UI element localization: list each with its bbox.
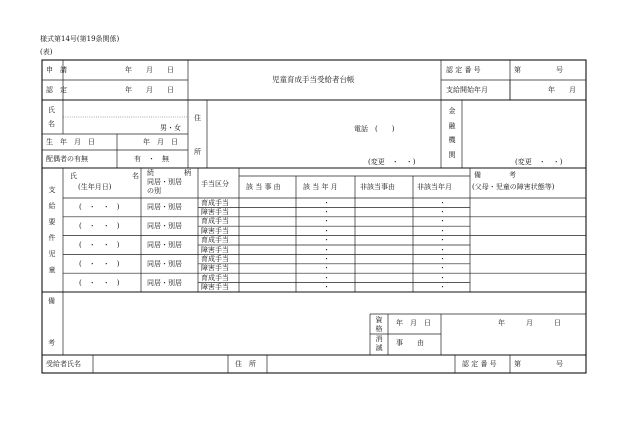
col-nonreason: 非該当事由 bbox=[360, 183, 395, 191]
child-cohabit[interactable]: 同居・別居 bbox=[147, 259, 182, 268]
col-relation-2: 柄 bbox=[184, 169, 191, 177]
ym-dot-a: ・ bbox=[323, 217, 330, 226]
col-name-3: (生年月日) bbox=[78, 183, 112, 191]
ym-dot-a: ・ bbox=[323, 198, 330, 207]
child-birth[interactable]: ( ・ ・ ) bbox=[79, 222, 120, 231]
birth-label: 生 年 月 日 bbox=[46, 138, 95, 146]
nonym-dot-a: ・ bbox=[439, 217, 446, 226]
pay-start-value[interactable]: 年 月 bbox=[548, 86, 576, 94]
gender-field[interactable]: 男・女 bbox=[160, 124, 181, 132]
child-cohabit[interactable]: 同居・別居 bbox=[147, 222, 182, 231]
allowance-b: 障害手当 bbox=[201, 207, 229, 216]
footer-cert-no-label: 認 定 番 号 bbox=[462, 360, 497, 368]
child-cohabit[interactable]: 同居・別居 bbox=[147, 241, 182, 249]
cert-no-label: 認 定 番 号 bbox=[446, 66, 481, 74]
allowance-a: 育成手当 bbox=[201, 254, 229, 263]
birth-value[interactable]: 年 月 日 bbox=[143, 138, 178, 146]
nonym-dot-b: ・ bbox=[439, 207, 446, 216]
ym-dot-a: ・ bbox=[323, 273, 330, 282]
loss-reason[interactable]: 事 由 bbox=[396, 339, 424, 347]
nonym-dot-b: ・ bbox=[439, 264, 446, 273]
remarks-label-2: 考 bbox=[48, 339, 55, 347]
nonym-dot-a: ・ bbox=[439, 198, 446, 207]
loss-date[interactable]: 年 月 日 bbox=[396, 319, 431, 327]
col-reason: 該 当 事 由 bbox=[246, 183, 281, 191]
form-title: 児童育成手当受給者台帳 bbox=[272, 75, 355, 84]
nonym-dot-b: ・ bbox=[439, 283, 446, 292]
child-birth[interactable]: ( ・ ・ ) bbox=[79, 203, 120, 212]
col-nonym: 非該当年月 bbox=[417, 183, 452, 191]
ym-dot-a: ・ bbox=[323, 254, 330, 263]
side-label: (表) bbox=[40, 48, 53, 56]
form-number: 様式第14号(第19条関係) bbox=[40, 35, 120, 43]
name-label-1: 氏 bbox=[48, 106, 55, 114]
col-remarks-1: 備 考 bbox=[474, 171, 516, 179]
col-ym: 該 当 年 月 bbox=[303, 183, 338, 191]
nonym-dot-b: ・ bbox=[439, 226, 446, 235]
col-cohabit: 同居・別居 bbox=[147, 178, 182, 186]
ym-dot-b: ・ bbox=[323, 207, 330, 216]
bank-change[interactable]: (変更 ・ ・) bbox=[515, 158, 563, 166]
child-cohabit[interactable]: 同居・別居 bbox=[147, 203, 182, 212]
children-side-label: 支 給 要 件 児 童 bbox=[48, 186, 56, 275]
remarks-label-1: 備 bbox=[48, 297, 55, 305]
ym-dot-b: ・ bbox=[323, 264, 330, 273]
col-name-1: 氏 bbox=[70, 172, 77, 180]
spouse-value[interactable]: 有 ・ 無 bbox=[134, 155, 169, 163]
nonym-dot-a: ・ bbox=[439, 273, 446, 282]
application-label: 申 請 bbox=[46, 66, 67, 74]
allowance-a: 育成手当 bbox=[201, 236, 229, 245]
col-category: 手当区分 bbox=[201, 180, 229, 188]
ym-dot-a: ・ bbox=[323, 236, 330, 245]
phone-field[interactable]: 電話 ( ) bbox=[354, 125, 395, 133]
child-birth[interactable]: ( ・ ・ ) bbox=[79, 278, 120, 287]
loss-label: 資 格 消 滅 bbox=[375, 316, 383, 353]
ym-dot-b: ・ bbox=[323, 245, 330, 254]
footer-address-label: 住 所 bbox=[235, 360, 256, 368]
allowance-b: 障害手当 bbox=[201, 283, 229, 292]
approval-date[interactable]: 年 月 日 bbox=[125, 86, 174, 94]
pay-start-label: 支給開始年月 bbox=[446, 86, 488, 94]
address-change[interactable]: (変更 ・ ・) bbox=[368, 158, 416, 166]
child-birth[interactable]: ( ・ ・ ) bbox=[79, 241, 120, 249]
approval-label: 認 定 bbox=[46, 86, 67, 94]
footer-cert-no-value[interactable]: 第 号 bbox=[514, 360, 563, 368]
child-cohabit[interactable]: 同居・別居 bbox=[147, 278, 182, 287]
ym-dot-b: ・ bbox=[323, 283, 330, 292]
loss-date-right[interactable]: 年 月 日 bbox=[498, 319, 561, 327]
child-birth[interactable]: ( ・ ・ ) bbox=[79, 259, 120, 268]
spouse-label: 配偶者の有無 bbox=[46, 155, 88, 163]
allowance-a: 育成手当 bbox=[201, 217, 229, 226]
name-label-2: 名 bbox=[48, 120, 55, 128]
address-label-2: 所 bbox=[194, 148, 201, 156]
nonym-dot-a: ・ bbox=[439, 236, 446, 245]
nonym-dot-b: ・ bbox=[439, 245, 446, 254]
cert-no-value[interactable]: 第 号 bbox=[514, 66, 563, 74]
application-date[interactable]: 年 月 日 bbox=[125, 66, 174, 74]
col-remarks-2: (父母・児童の障害状態等) bbox=[472, 183, 555, 191]
col-cohabit-2: の別 bbox=[147, 187, 161, 195]
col-name-2: 名 bbox=[132, 172, 139, 180]
address-label-1: 住 bbox=[194, 114, 201, 122]
allowance-b: 障害手当 bbox=[201, 245, 229, 254]
recipient-label: 受給者氏名 bbox=[46, 360, 81, 368]
nonym-dot-a: ・ bbox=[439, 254, 446, 263]
col-relation-1: 続 bbox=[147, 169, 154, 177]
allowance-a: 育成手当 bbox=[201, 273, 229, 282]
allowance-a: 育成手当 bbox=[201, 198, 229, 207]
bank-label: 金 融 機 関 bbox=[448, 107, 456, 160]
allowance-b: 障害手当 bbox=[201, 264, 229, 273]
ym-dot-b: ・ bbox=[323, 226, 330, 235]
allowance-b: 障害手当 bbox=[201, 226, 229, 235]
